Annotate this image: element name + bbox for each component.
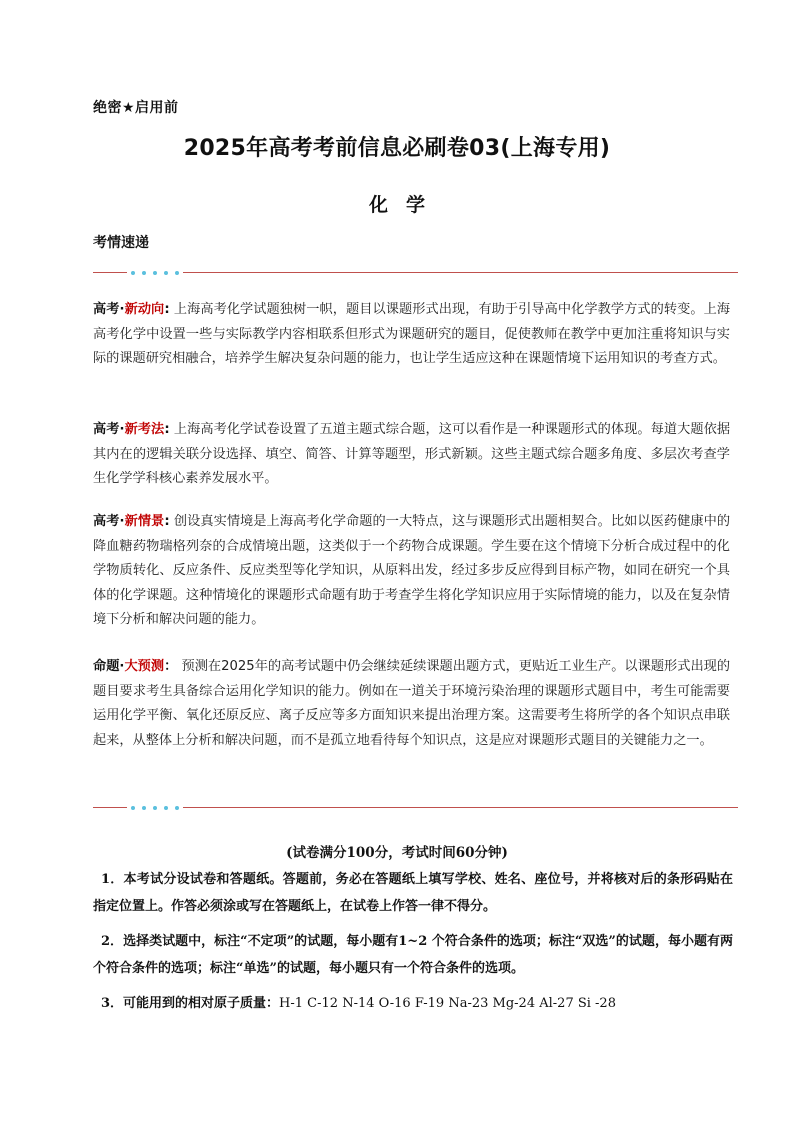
item-tag: 新动向 [124,302,165,317]
notice-text: 2．选择类试题中，标注“不定项”的试题，每小题有1~2 个符合条件的选项；标注“双选”的试题，每小题有两个符合条件的选项；标注“单选”的试题，每小题只有一个符合条件的选项。 [93,934,733,976]
exam-notice-1 [93,866,733,920]
analysis-item-new-trend: 高考·新动向: 上海高考化学试题独树一帜，题目以课题形式出现，有助于引导高中化学教学方式的转变。上海高考化学中设置一些与实际教学内容相联系但形式为课题研究的题目，促使教师在教学中更加注重将知识与实际的课题研究相融合，培养学生解决复杂问题的能力，也让学生适应这种在课题情境下运用知识的考查方式。 [93,302,731,366]
item-text: 预测在2025年的高考试题中仍会继续延续课题出题方式，更贴近工业生产。以课题形式出现的题目要求考生具备综合运用化学知识的能力。例如在一道关于环境污染治理的课题形式题目中，考生可能需要运用化学平衡、氧化还原反应、离子反应等多方面知识来提出治理方案。这需要考生将所学的各个知识点串联起来，从整体上分析和解决问题，而不是孤立地看待每个知识点，这是应对课题形式题目的关键能力之一。 [93,659,731,748]
item-text: 上海高考化学试卷设置了五道主题式综合题，这可以看作是一种课题形式的体现。每道大题依据其内在的逻辑关联分设选择、填空、简答、计算等题型，形式新颖。这些主题式综合题多角度、多层次考查学生化学学科核心素养发展水平。 [93,422,731,486]
analysis-heading: 考情速递 [93,235,149,251]
notice-text: 3．可能用到的相对原子质量： [101,996,280,1011]
item-prefix: 高考 [93,514,120,529]
paper-title: 2025年高考考前信息必刷卷03(上海专用) [183,136,611,161]
item-prefix: 高考 [93,422,120,437]
divider-line [93,272,738,273]
subject-title: 化学 [368,194,443,216]
divider-line [93,807,738,808]
item-prefix: 命题 [93,659,120,674]
analysis-item-prediction: 命题·大预测： 预测在2025年的高考试题中仍会继续延续课题出题方式，更贴近工业生产。以课题形式出现的题目要求考生具备综合运用化学知识的能力。例如在一道关于环境污染治理的课题形式题目中，考生可能需要运用化学平衡、氧化还原反应、离子反应等多方面知识来提出治理方案。这需要考生将所学的各个知识点串联起来，从整体上分析和解决问题，而不是孤立地看待每个知识点，这是应对课题形式题目的关键能力之一。 [93,659,731,748]
secret-mark: 绝密★启用前 [93,100,179,116]
section-divider-bottom [93,803,738,813]
item-prefix: 高考 [93,302,120,317]
item-text: 上海高考化学试题独树一帜，题目以课题形式出现，有助于引导高中化学教学方式的转变。上海高考化学中设置一些与实际教学内容相联系但形式为课题研究的题目，促使教师在教学中更加注重将知识与实际的课题研究相融合，培养学生解决复杂问题的能力，也让学生适应这种在课题情境下运用知识的考查方式。 [93,302,731,366]
item-tag: 新情景 [124,514,165,529]
item-tag: 新考法 [124,422,165,437]
analysis-item-new-scenario: 高考·新情景: 创设真实情境是上海高考化学命题的一大特点，这与课题形式出题相契合。比如以医药健康中的降血糖药物瑞格列奈的合成情境出题，这类似于一个药物合成课题。学生要在这个情境下分析合成过程中的化学物质转化、反应条件、反应类型等化学知识，从原料出发，经过多步反应得到目标产物，如同在研究一个具体的化学课题。这种情境化的课题形式命题有助于考查学生将化学知识应用于实际情境的能力，以及在复杂情境下分析和解决问题的能力。 [93,514,731,627]
divider-dots-icon [127,803,183,813]
exam-notice-3 [93,990,733,1017]
item-tag: 大预测 [124,659,165,674]
exam-notice-2 [93,928,733,982]
notice-text: 1．本考试分设试卷和答题纸。答题前，务必在答题纸上填写学校、姓名、座位号，并将核对后的条形码贴在指定位置上。作答必须涂或写在答题纸上，在试卷上作答一律不得分。 [93,872,733,914]
exam-info-heading: (试卷满分100分，考试时间60分钟) [286,845,508,861]
analysis-item-new-method: 高考·新考法: 上海高考化学试卷设置了五道主题式综合题，这可以看作是一种课题形式的体现。每道大题依据其内在的逻辑关联分设选择、填空、简答、计算等题型，形式新颖。这些主题式综合题多角度、多层次考查学生化学学科核心素养发展水平。 [93,422,731,486]
atomic-masses: H-1 C-12 N-14 O-16 F-19 Na-23 Mg-24 Al-27 Si -28 [279,996,616,1011]
item-text: 创设真实情境是上海高考化学命题的一大特点，这与课题形式出题相契合。比如以医药健康中的降血糖药物瑞格列奈的合成情境出题，这类似于一个药物合成课题。学生要在这个情境下分析合成过程中的化学物质转化、反应条件、反应类型等化学知识，从原料出发，经过多步反应得到目标产物，如同在研究一个具体的化学课题。这种情境化的课题形式命题有助于考查学生将化学知识应用于实际情境的能力，以及在复杂情境下分析和解决问题的能力。 [93,514,731,627]
section-divider-top [93,268,738,278]
divider-dots-icon [127,268,183,278]
